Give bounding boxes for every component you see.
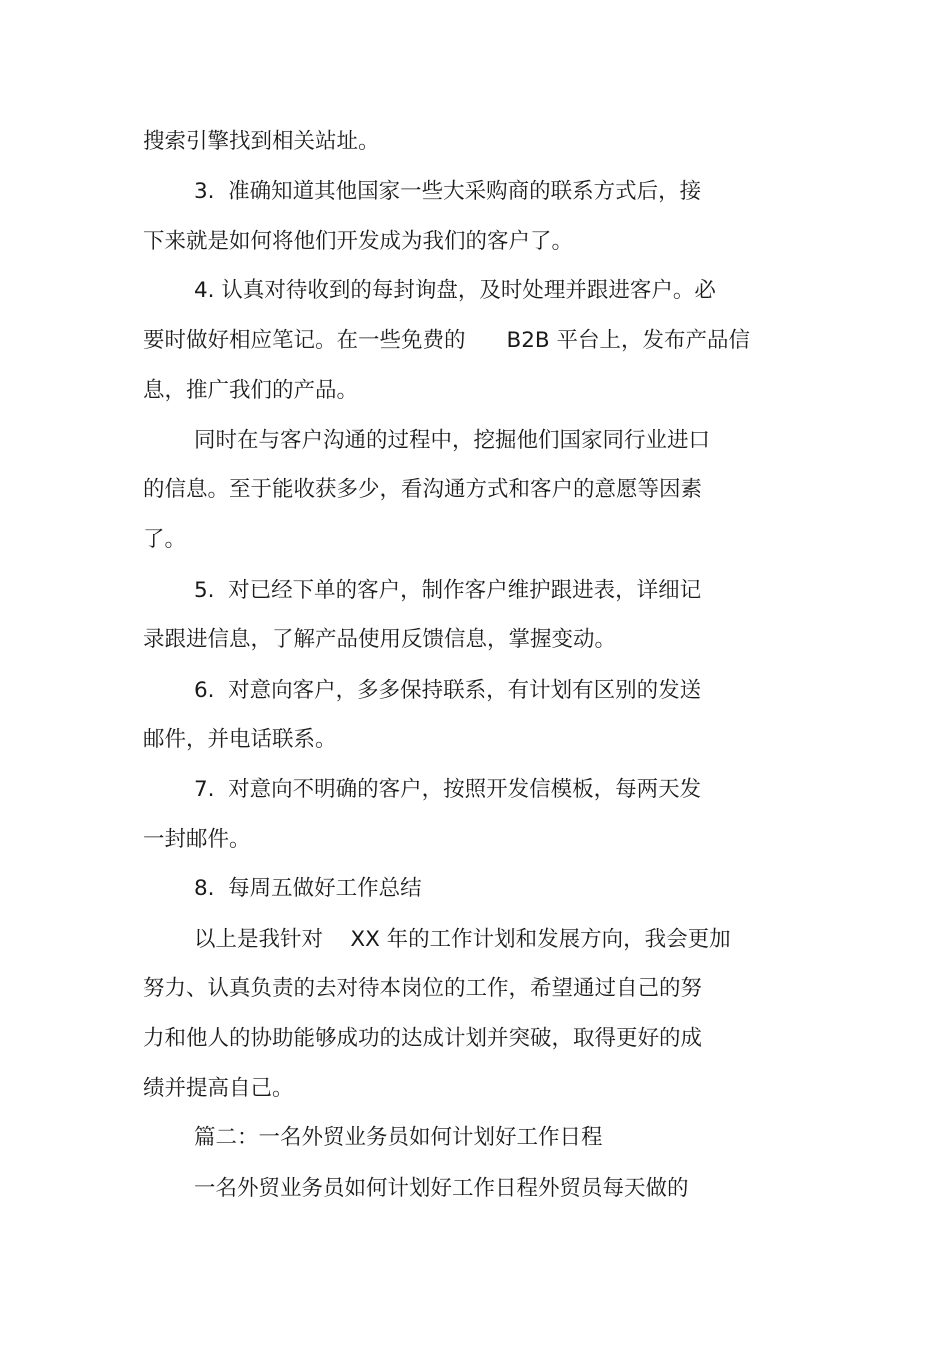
text-line: 努力、认真负责的去对待本岗位的工作，希望通过自己的努 <box>143 976 703 1001</box>
list-item-4-line: 4. 认真对待收到的每封询盘，及时处理并跟进客户。必 <box>194 278 716 303</box>
section-heading: 篇二：一名外贸业务员如何计划好工作日程 <box>194 1125 603 1150</box>
text-line: 录跟进信息，了解产品使用反馈信息，掌握变动。 <box>143 627 617 652</box>
text-line: 一封邮件。 <box>143 827 251 852</box>
text-line: 要时做好相应笔记。在一些免费的 B2B 平台上，发布产品信 <box>143 328 751 353</box>
text-line: 邮件，并电话联系。 <box>143 727 337 752</box>
list-item-3-line: 3. 准确知道其他国家一些大采购商的联系方式后，接 <box>194 179 702 204</box>
text-line: 力和他人的协助能够成功的达成计划并突破，取得更好的成 <box>143 1026 703 1051</box>
list-item-6-line: 6. 对意向客户，多多保持联系，有计划有区别的发送 <box>194 678 702 703</box>
text-line: 下来就是如何将他们开发成为我们的客户了。 <box>143 229 574 254</box>
paragraph-line: 同时在与客户沟通的过程中，挖掘他们国家同行业进口 <box>194 428 711 453</box>
text-line: 绩并提高自己。 <box>143 1076 294 1101</box>
text-line: 搜索引擎找到相关站址。 <box>143 129 380 154</box>
list-item-7-line: 7. 对意向不明确的客户，按照开发信模板，每两天发 <box>194 777 702 802</box>
paragraph-line: 一名外贸业务员如何计划好工作日程外贸员每天做的 <box>194 1176 689 1201</box>
list-item-8-line: 8. 每周五做好工作总结 <box>194 876 422 901</box>
text-line: 的信息。至于能收获多少，看沟通方式和客户的意愿等因素 <box>143 477 703 502</box>
text-line: 了。 <box>143 527 187 552</box>
paragraph-line: 以上是我针对 XX 年的工作计划和发展方向，我会更加 <box>194 927 731 952</box>
list-item-5-line: 5. 对已经下单的客户，制作客户维护跟进表，详细记 <box>194 578 702 603</box>
text-line: 息，推广我们的产品。 <box>143 378 359 403</box>
